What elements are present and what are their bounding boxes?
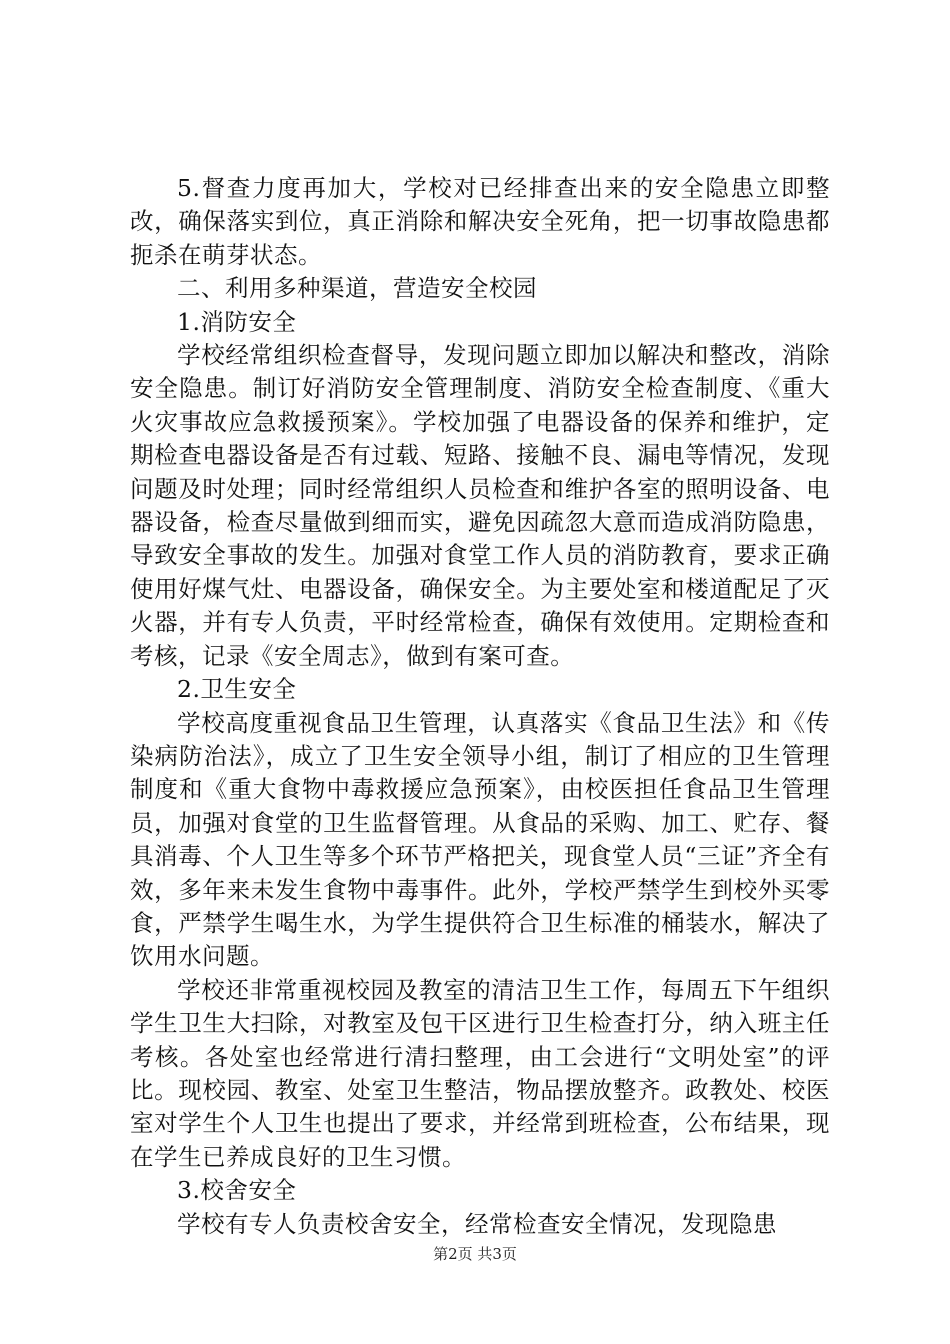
paragraph-food-hygiene: 学校高度重视食品卫生管理，认真落实《食品卫生法》和《传染病防治法》，成立了卫生安全领导小组，制订了相应的卫生管理制度和《重大食物中毒救援应急预案》，由校医担任食品卫生管理员，加强对食堂的卫生监督管理。从食品的采购、加工、贮存、餐具消毒、个人卫生等多个环节严格把关，现食堂人员“三证”齐全有效，多年来未发生食物中毒事件。此外，学校严禁学生到校外买零食，严禁学生喝生水，为学生提供符合卫生标准的桶装水，解决了饮用水问题。 — [130, 708, 830, 971]
document-body — [130, 172, 830, 1241]
paragraph-fire-safety: 学校经常组织检查督导，发现问题立即加以解决和整改，消除安全隐患。制订好消防安全管理制度、消防安全检查制度、《重大火灾事故应急救援预案》。学校加强了电器设备的保养和维护，定期检查电器设备是否有过载、短路、接触不良、漏电等情况，发现问题及时处理；同时经常组织人员检查和维护各室的照明设备、电器设备，检查尽量做到细而实，避免因疏忽大意而造成消防隐患，导致安全事故的发生。加强对食堂工作人员的消防教育，要求正确使用好煤气灶、电器设备，确保安全。为主要处室和楼道配足了灭火器，并有专人负责，平时经常检查，确保有效使用。定期检查和考核，记录《安全周志》，做到有案可查。 — [130, 341, 830, 670]
page-number-footer: 第2页 共3页 — [433, 1245, 517, 1263]
paragraph-campus-cleaning: 学校还非常重视校园及教室的清洁卫生工作，每周五下午组织学生卫生大扫除，对教室及包干区进行卫生检查打分，纳入班主任考核。各处室也经常进行清扫整理，由工会进行“文明处室”的评比。现校园、教室、处室卫生整洁，物品摆放整齐。政教处、校医室对学生个人卫生也提出了要求，并经常到班检查，公布结果，现在学生已养成良好的卫生习惯。 — [130, 975, 830, 1171]
subheading-health-safety: 2.卫生安全 — [177, 675, 297, 704]
paragraph-supervision: 5.督查力度再加大，学校对已经排查出来的安全隐患立即整改，确保落实到位，真正消除和解决安全死角，把一切事故隐患都扼杀在萌芽状态。 — [130, 174, 830, 269]
section-heading-2: 二、利用多种渠道，营造安全校园 — [177, 274, 537, 303]
subheading-building-safety: 3.校舍安全 — [177, 1176, 297, 1205]
subheading-fire-safety: 1.消防安全 — [177, 307, 297, 336]
paragraph-building-safety: 学校有专人负责校舍安全，经常检查安全情况，发现隐患 — [177, 1209, 777, 1238]
